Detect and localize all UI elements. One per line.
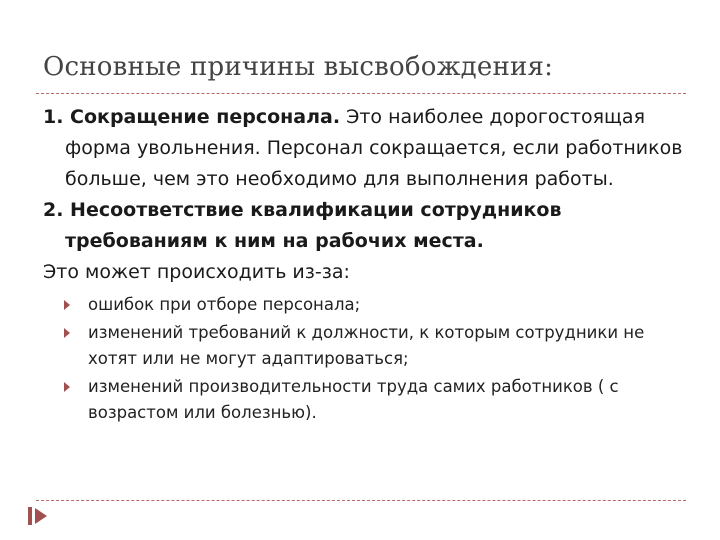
point-1-first-line: Это наиболее дорогостоящая xyxy=(340,106,645,128)
point-1 xyxy=(43,102,693,195)
point-1-heading: 1. Сокращение персонала. xyxy=(43,106,341,128)
intro-text: Это может происходить из-за: xyxy=(43,261,350,283)
slide-corner-marker-icon xyxy=(26,505,50,527)
point-2-continuation: требованиям к ним на рабочих места. xyxy=(65,230,484,252)
bullet-arrow-icon xyxy=(64,300,70,310)
point-2-first-line: 2. Несоответствие квалификации сотрудников xyxy=(43,199,562,221)
list-item-text: изменений требований к должности, к которым сотрудники не хотят или не могут адаптироваться; xyxy=(88,323,645,368)
point-2 xyxy=(43,195,693,257)
list-item xyxy=(43,320,693,372)
list-item xyxy=(43,292,693,318)
list-item-text: ошибок при отборе персонала; xyxy=(88,295,361,314)
slide-content xyxy=(43,102,693,428)
reasons-list xyxy=(43,292,693,426)
point-1-continuation: форма увольнения. Персонал сокращается, если работников больше, чем это необходимо для выполнения работы. xyxy=(65,137,683,190)
list-item xyxy=(43,374,693,426)
footer-divider xyxy=(36,500,686,501)
list-item-text: изменений производительности труда самих работников ( с возрастом или болезнью). xyxy=(88,377,619,422)
page-title: Основные причины высвобождения: xyxy=(43,52,554,82)
title-divider xyxy=(36,93,686,94)
bullet-arrow-icon xyxy=(64,328,70,338)
bullet-arrow-icon xyxy=(64,382,70,392)
